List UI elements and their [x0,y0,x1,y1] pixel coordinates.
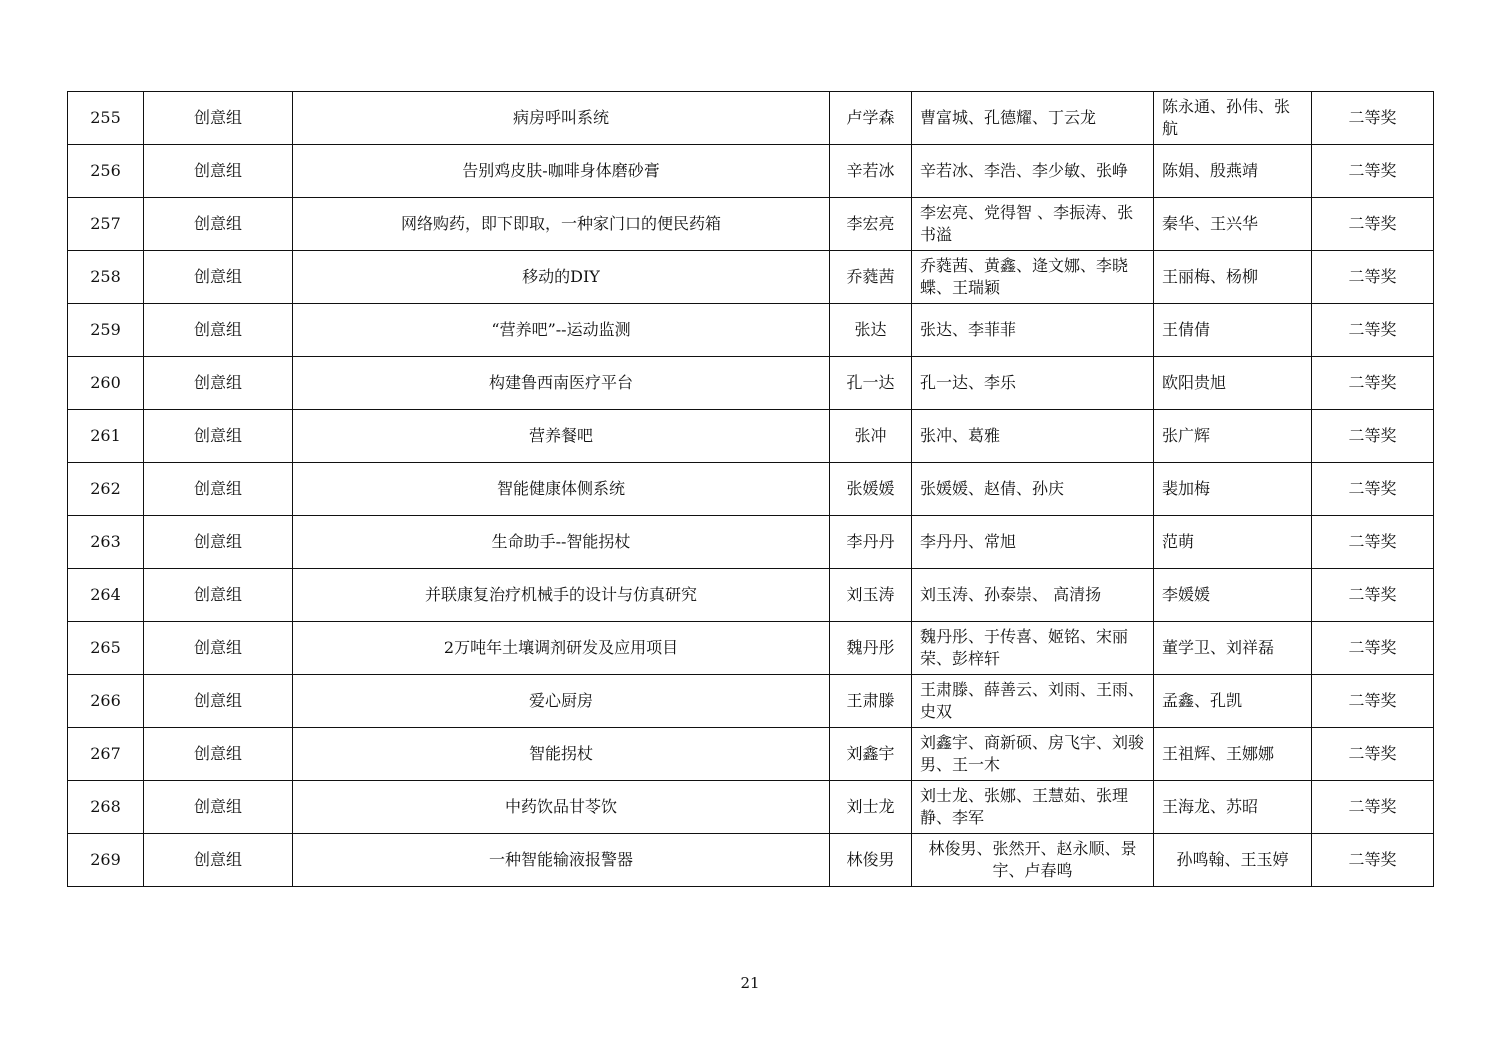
cell-advisors: 王倩倩 [1154,304,1312,357]
cell-members: 曹富城、孔德耀、丁云龙 [912,92,1154,145]
cell-members: 刘鑫宇、商新硕、房飞宇、刘骏男、王一木 [912,728,1154,781]
table-row [68,781,1434,834]
cell-project: 中药饮品甘苓饮 [293,781,830,834]
cell-leader: 刘鑫宇 [830,728,912,781]
table-row [68,145,1434,198]
cell-group: 创意组 [144,357,293,410]
cell-project: 2万吨年土壤调剂研发及应用项目 [293,622,830,675]
table-row [68,622,1434,675]
cell-advisors: 欧阳贵旭 [1154,357,1312,410]
cell-award: 二等奖 [1312,357,1434,410]
table-row [68,834,1434,887]
cell-members: 李宏亮、党得智 、李振涛、张书溢 [912,198,1154,251]
cell-group: 创意组 [144,569,293,622]
cell-award: 二等奖 [1312,781,1434,834]
cell-advisors: 陈永通、孙伟、张航 [1154,92,1312,145]
table-row [68,198,1434,251]
page-number: 21 [740,974,760,992]
cell-award: 二等奖 [1312,675,1434,728]
cell-group: 创意组 [144,145,293,198]
cell-group: 创意组 [144,410,293,463]
cell-leader: 刘玉涛 [830,569,912,622]
table-row [68,516,1434,569]
cell-award: 二等奖 [1312,622,1434,675]
cell-number: 255 [68,92,144,145]
cell-number: 263 [68,516,144,569]
cell-members: 刘玉涛、孙泰崇、 高清扬 [912,569,1154,622]
cell-award: 二等奖 [1312,251,1434,304]
cell-project: 爱心厨房 [293,675,830,728]
cell-members: 张媛媛、赵倩、孙庆 [912,463,1154,516]
cell-members: 张冲、葛雅 [912,410,1154,463]
cell-members: 辛若冰、李浩、李少敏、张峥 [912,145,1154,198]
table-row [68,92,1434,145]
cell-award: 二等奖 [1312,728,1434,781]
cell-leader: 乔蕤茜 [830,251,912,304]
cell-leader: 卢学森 [830,92,912,145]
cell-members: 王肃滕、薛善云、刘雨、王雨、史双 [912,675,1154,728]
cell-advisors: 王祖辉、王娜娜 [1154,728,1312,781]
cell-group: 创意组 [144,781,293,834]
cell-members: 魏丹彤、于传喜、姬铭、宋丽荣、彭梓轩 [912,622,1154,675]
table-row [68,675,1434,728]
cell-leader: 魏丹彤 [830,622,912,675]
cell-leader: 张媛媛 [830,463,912,516]
cell-advisors: 王丽梅、杨柳 [1154,251,1312,304]
cell-project: 一种智能输液报警器 [293,834,830,887]
cell-number: 260 [68,357,144,410]
cell-advisors: 陈娟、殷燕靖 [1154,145,1312,198]
cell-members: 刘士龙、张娜、王慧茹、张理静、李军 [912,781,1154,834]
cell-advisors: 董学卫、刘祥磊 [1154,622,1312,675]
cell-leader: 王肃滕 [830,675,912,728]
cell-members: 孔一达、李乐 [912,357,1154,410]
cell-group: 创意组 [144,622,293,675]
cell-advisors: 裴加梅 [1154,463,1312,516]
cell-number: 264 [68,569,144,622]
cell-number: 257 [68,198,144,251]
cell-leader: 张达 [830,304,912,357]
cell-award: 二等奖 [1312,198,1434,251]
cell-award: 二等奖 [1312,410,1434,463]
cell-members: 林俊男、张然开、赵永顺、景宇、卢春鸣 [912,834,1154,887]
cell-project: “营养吧”--运动监测 [293,304,830,357]
cell-number: 268 [68,781,144,834]
cell-group: 创意组 [144,251,293,304]
cell-number: 259 [68,304,144,357]
cell-group: 创意组 [144,834,293,887]
cell-advisors: 范萌 [1154,516,1312,569]
table-row [68,251,1434,304]
cell-group: 创意组 [144,675,293,728]
cell-leader: 孔一达 [830,357,912,410]
cell-number: 262 [68,463,144,516]
cell-advisors: 王海龙、苏昭 [1154,781,1312,834]
cell-project: 病房呼叫系统 [293,92,830,145]
cell-group: 创意组 [144,304,293,357]
cell-project: 移动的DIY [293,251,830,304]
cell-leader: 张冲 [830,410,912,463]
cell-award: 二等奖 [1312,569,1434,622]
cell-group: 创意组 [144,728,293,781]
cell-number: 265 [68,622,144,675]
cell-award: 二等奖 [1312,145,1434,198]
cell-project: 构建鲁西南医疗平台 [293,357,830,410]
cell-group: 创意组 [144,92,293,145]
cell-number: 258 [68,251,144,304]
table-row [68,304,1434,357]
cell-award: 二等奖 [1312,834,1434,887]
cell-members: 张达、李菲菲 [912,304,1154,357]
table-body [68,92,1434,887]
cell-group: 创意组 [144,463,293,516]
cell-number: 266 [68,675,144,728]
cell-group: 创意组 [144,198,293,251]
cell-advisors: 孙鸣翰、王玉婷 [1154,834,1312,887]
cell-award: 二等奖 [1312,516,1434,569]
cell-project: 告别鸡皮肤-咖啡身体磨砂膏 [293,145,830,198]
cell-leader: 林俊男 [830,834,912,887]
cell-project: 营养餐吧 [293,410,830,463]
cell-advisors: 李媛媛 [1154,569,1312,622]
cell-number: 267 [68,728,144,781]
awards-table [67,91,1434,887]
cell-project: 生命助手--智能拐杖 [293,516,830,569]
cell-award: 二等奖 [1312,304,1434,357]
cell-advisors: 秦华、王兴华 [1154,198,1312,251]
cell-leader: 李宏亮 [830,198,912,251]
cell-leader: 刘士龙 [830,781,912,834]
cell-leader: 李丹丹 [830,516,912,569]
cell-number: 261 [68,410,144,463]
table-row [68,410,1434,463]
cell-leader: 辛若冰 [830,145,912,198]
cell-project: 并联康复治疗机械手的设计与仿真研究 [293,569,830,622]
cell-advisors: 张广辉 [1154,410,1312,463]
cell-award: 二等奖 [1312,92,1434,145]
table-row [68,728,1434,781]
table-row [68,463,1434,516]
table-row [68,357,1434,410]
table-row [68,569,1434,622]
cell-number: 256 [68,145,144,198]
cell-award: 二等奖 [1312,463,1434,516]
cell-project: 智能拐杖 [293,728,830,781]
cell-advisors: 孟鑫、孔凯 [1154,675,1312,728]
cell-project: 智能健康体侧系统 [293,463,830,516]
cell-project: 网络购药，即下即取，一种家门口的便民药箱 [293,198,830,251]
cell-members: 李丹丹、常旭 [912,516,1154,569]
cell-members: 乔蕤茜、黄鑫、逄文娜、李晓蝶、王瑞颖 [912,251,1154,304]
cell-group: 创意组 [144,516,293,569]
cell-number: 269 [68,834,144,887]
